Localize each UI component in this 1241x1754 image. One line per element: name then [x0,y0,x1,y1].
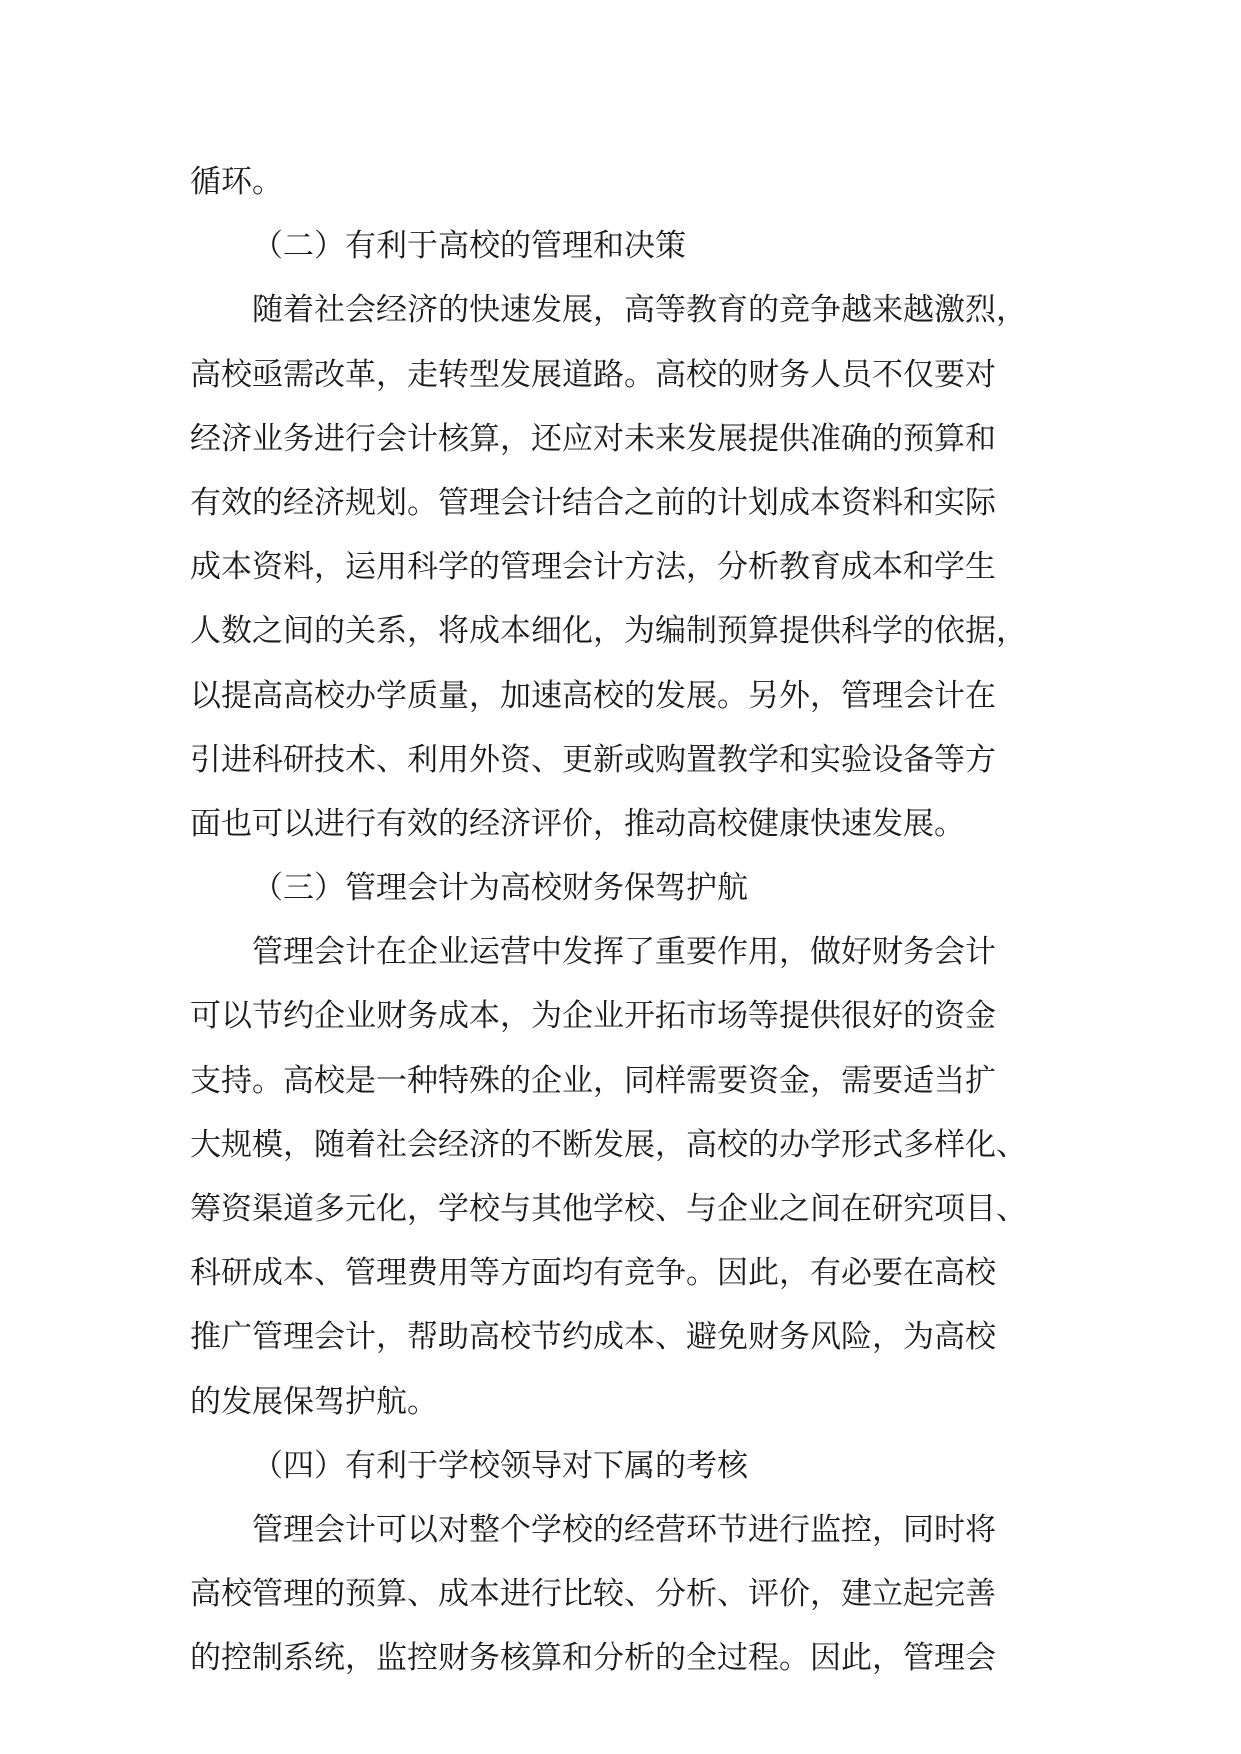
text-line: 以提高高校办学质量，加速高校的发展。另外，管理会计在 [190,677,996,714]
section-heading: （二）有利于高校的管理和决策 [252,228,686,265]
text-line: 可以节约企业财务成本，为企业开拓市场等提供很好的资金 [190,998,996,1035]
text-line: 人数之间的关系，将成本细化，为编制预算提供科学的依据， [190,613,1027,650]
text-line: 面也可以进行有效的经济评价，推动高校健康快速发展。 [190,805,965,842]
body-text [190,150,1090,1691]
text-line: 管理会计可以对整个学校的经营环节进行监控，同时将 [252,1511,996,1548]
text-line: 大规模，随着社会经济的不断发展，高校的办学形式多样化、 [190,1126,1027,1163]
text-line: 筹资渠道多元化，学校与其他学校、与企业之间在研究项目、 [190,1191,1027,1227]
text-line: 的发展保驾护航。 [190,1383,438,1420]
text-line: 管理会计在企业运营中发挥了重要作用，做好财务会计 [252,934,996,971]
text-line: 循环。 [190,164,283,200]
text-line: 经济业务进行会计核算，还应对未来发展提供准确的预算和 [190,420,996,457]
text-line: 推广管理会计，帮助高校节约成本、避免财务风险，为高校 [190,1319,996,1356]
section-heading: （三）管理会计为高校财务保驾护航 [252,870,748,907]
text-line: 支持。高校是一种特殊的企业，同样需要资金，需要适当扩 [190,1062,996,1099]
text-line: 引进科研技术、利用外资、更新或购置教学和实验设备等方 [190,741,996,778]
text-line: 的控制系统，监控财务核算和分析的全过程。因此，管理会 [190,1640,996,1677]
text-line: 有效的经济规划。管理会计结合之前的计划成本资料和实际 [190,484,996,521]
text-line: 随着社会经济的快速发展，高等教育的竞争越来越激烈， [252,292,1027,329]
text-line: 高校亟需改革，走转型发展道路。高校的财务人员不仅要对 [190,356,996,393]
text-line: 科研成本、管理费用等方面均有竞争。因此，有必要在高校 [190,1255,996,1292]
text-line: 成本资料，运用科学的管理会计方法，分析教育成本和学生 [190,549,996,586]
section-heading: （四）有利于学校领导对下属的考核 [252,1447,748,1484]
text-line: 高校管理的预算、成本进行比较、分析、评价，建立起完善 [190,1576,996,1613]
